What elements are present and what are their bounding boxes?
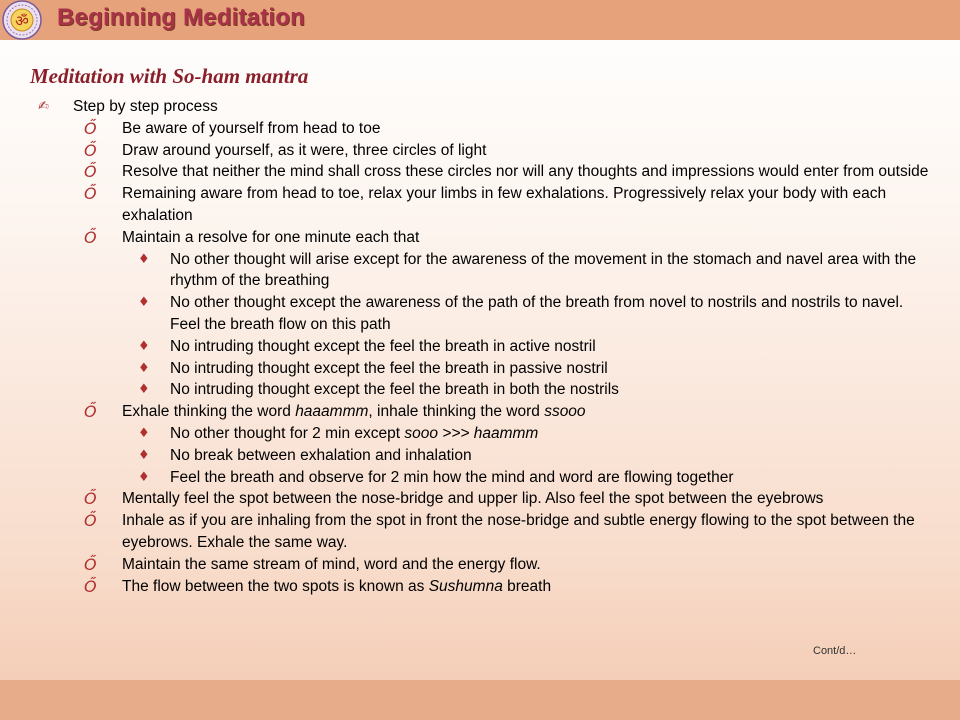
bullet-icon: Ő [84,227,97,247]
bullet-icon: Ő [84,118,97,138]
continued-note: Cont/d… [813,645,857,657]
section-subtitle: Meditation with So-ham mantra [30,64,309,88]
list-item: ♦ No intruding thought except the feel the breath in active nostril [32,336,932,358]
bullet-icon: Ő [84,576,97,596]
list-item: Ő The flow between the two spots is known as Sushumna breath [84,576,552,596]
om-logo-icon [2,0,42,40]
list-item: ♦ No break between exhalation and inhalation [32,445,932,467]
diamond-bullet-icon: ♦ [138,295,150,311]
list-item: ♦ Feel the breath and observe for 2 min how the mind and word are flowing together [32,467,932,489]
list-item: Ő Maintain a resolve for one minute each that [84,227,420,247]
list-item: Ő Mentally feel the spot between the nose-bridge and upper lip. Also feel the spot between the eyebrows [84,489,824,509]
bullet-icon: Ő [84,511,97,531]
list-item: ✍ Step by step process [32,96,932,118]
list-item: Ő Be aware of yourself from head to toe [84,118,381,138]
list-item: Ő Inhale as if you are inhaling from the spot in front the nose-bridge and subtle energy flowing to the spot between the eyebrows. Exhale the same way. [84,511,915,551]
diamond-bullet-icon: ♦ [138,251,150,267]
diamond-bullet-icon: ♦ [138,425,150,441]
list-item: ♦ No intruding thought except the feel the breath in both the nostrils [32,379,932,401]
content-list [32,96,932,597]
diamond-bullet-icon: ♦ [138,447,150,463]
bullet-icon: Ő [84,489,97,509]
list-item: ♦ No other thought for 2 min except sooo >>> haammm [32,423,932,445]
bullet-icon: Ő [84,402,97,422]
pen-bullet-icon: ✍ [38,99,49,114]
diamond-bullet-icon: ♦ [138,360,150,376]
bullet-icon: Ő [84,554,97,574]
footer-bar [0,680,960,720]
diamond-bullet-icon: ♦ [138,469,150,485]
bullet-icon: Ő [84,140,97,160]
list-item: Ő Maintain the same stream of mind, word and the energy flow. [84,554,541,574]
list-item: Ő Remaining aware from head to toe, relax your limbs in few exhalations. Progressively relax your body with each exhalation [84,184,887,224]
page-title: Beginning Meditation [57,4,305,31]
svg-text:ॐ: ॐ [15,12,29,30]
list-item: Ő Exhale thinking the word haaammm, inhale thinking the word ssooo [84,402,586,422]
list-item: ♦ No other thought except the awareness of the path of the breath from novel to nostrils and nostrils to navel. Feel the breath flow on this path [138,294,904,333]
bullet-icon: Ő [84,184,97,204]
diamond-bullet-icon: ♦ [138,338,150,354]
bullet-icon: Ő [84,162,97,182]
list-item: ♦ No intruding thought except the feel the breath in passive nostril [32,358,932,380]
list-item: Ő Resolve that neither the mind shall cross these circles nor will any thoughts and impressions would enter from outside [84,162,929,182]
list-item: ♦ No other thought will arise except for the awareness of the movement in the stomach and navel area with the rhythm of the breathing [138,250,917,290]
list-item: Ő Draw around yourself, as it were, three circles of light [84,140,487,160]
diamond-bullet-icon: ♦ [138,382,150,398]
